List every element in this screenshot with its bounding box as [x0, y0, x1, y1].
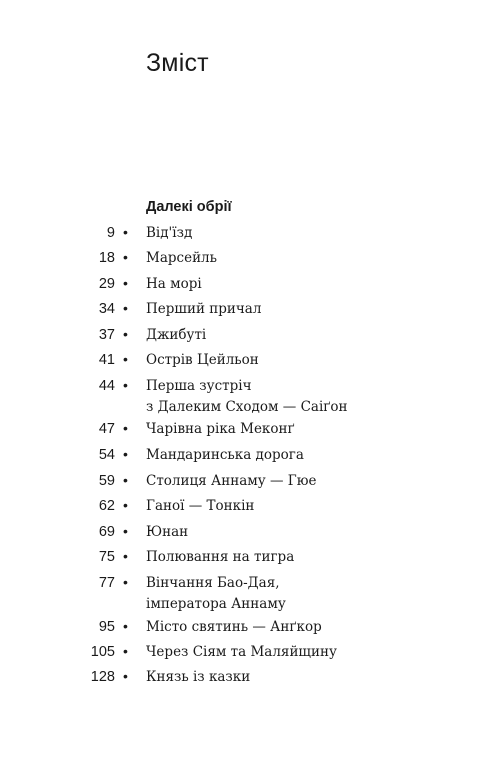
entry-title: [146, 642, 337, 663]
bullet: •: [123, 249, 128, 265]
entry-title-line: Ганої — Тонкін: [146, 498, 255, 514]
entry-title-line: з Далеким Сходом — Саіґон: [146, 399, 348, 415]
bullet: •: [123, 548, 128, 564]
entry-title-line: Мандаринська дорога: [146, 447, 304, 463]
bullet: •: [123, 377, 128, 393]
entry-title: [146, 299, 261, 320]
entry-title: [146, 419, 295, 440]
entry-title-line: Перший причал: [146, 301, 262, 317]
entry-title: [146, 248, 217, 269]
page-number: 59: [98, 473, 115, 489]
entry-title-line: Полювання на тигра: [146, 549, 295, 565]
page-title: Зміст: [146, 49, 209, 77]
page-number: 128: [90, 669, 115, 685]
bullet: •: [123, 618, 128, 634]
bullet: •: [123, 497, 128, 513]
entry-title: [146, 376, 348, 418]
page-number: 34: [98, 301, 115, 317]
entry-title-line: На морі: [146, 276, 202, 292]
entry-title: [146, 496, 254, 517]
entry-title: [146, 547, 294, 568]
entry-title: [146, 445, 304, 466]
page-number: 29: [98, 276, 115, 292]
entry-title-line: Перша зустріч: [146, 378, 252, 394]
entry-title: [146, 274, 202, 295]
bullet: •: [123, 300, 128, 316]
entry-title-line: Юнан: [146, 524, 189, 540]
page-number: 18: [98, 250, 115, 266]
page-number: 44: [98, 378, 115, 394]
entry-title-line: імператора Аннаму: [146, 596, 286, 612]
page-number: 77: [98, 575, 115, 591]
entry-title: [146, 573, 286, 615]
entry-title-line: Вінчання Бао-Дая,: [146, 575, 280, 591]
entry-title-line: Від'їзд: [146, 225, 193, 241]
bullet: •: [123, 446, 128, 462]
entry-title-line: Джибуті: [146, 327, 207, 343]
page-number: 62: [98, 498, 115, 514]
entry-title: [146, 617, 322, 638]
entry-title-line: Столиця Аннаму — Гюе: [146, 473, 317, 489]
bullet: •: [123, 275, 128, 291]
entry-title: [146, 667, 250, 688]
bullet: •: [123, 420, 128, 436]
entry-title: [146, 350, 259, 371]
bullet: •: [123, 326, 128, 342]
page-number: 75: [98, 549, 115, 565]
bullet: •: [123, 668, 128, 684]
bullet: •: [123, 643, 128, 659]
bullet: •: [123, 472, 128, 488]
page-number: 105: [90, 644, 115, 660]
bullet: •: [123, 523, 128, 539]
page-number: 9: [106, 225, 115, 241]
entry-title: [146, 325, 206, 346]
page-number: 95: [98, 619, 115, 635]
entry-title-line: Місто святинь — Анґкор: [146, 619, 322, 635]
entry-title-line: Марсейль: [146, 250, 217, 266]
page-number: 69: [98, 524, 115, 540]
bullet: •: [123, 574, 128, 590]
page-number: 54: [98, 447, 115, 463]
section-title: Далекі обрії: [146, 199, 232, 215]
bullet: •: [123, 351, 128, 367]
entry-title: [146, 522, 188, 543]
page-number: 41: [98, 352, 115, 368]
entry-title-line: Острів Цейльон: [146, 352, 259, 368]
entry-title-line: Чарівна ріка Меконґ: [146, 421, 295, 437]
entry-title-line: Через Сіям та Маляйщину: [146, 644, 337, 660]
bullet: •: [123, 224, 128, 240]
entry-title-line: Князь із казки: [146, 669, 251, 685]
page-number: 47: [98, 421, 115, 437]
entry-title: [146, 223, 192, 244]
entry-title: [146, 471, 316, 492]
page-number: 37: [98, 327, 115, 343]
